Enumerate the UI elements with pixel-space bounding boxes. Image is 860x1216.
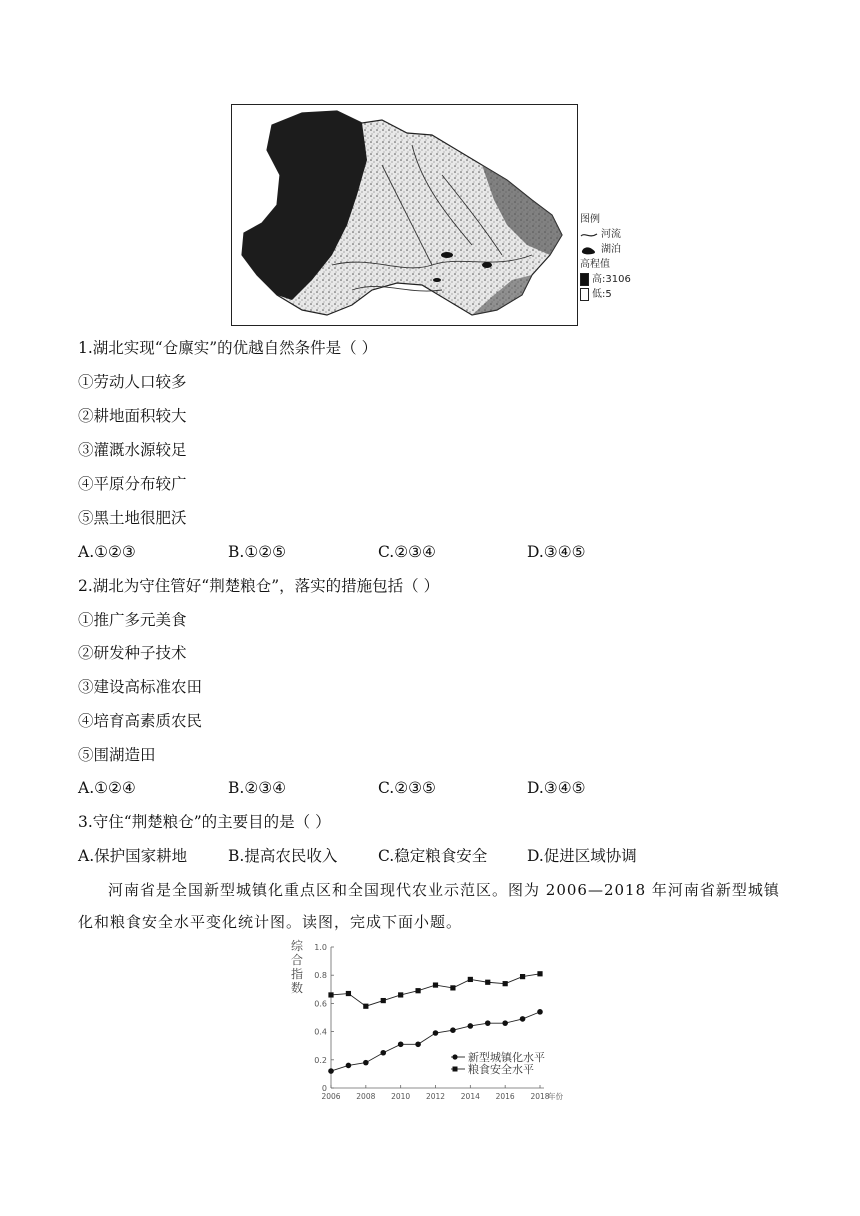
series-2-point <box>363 1004 368 1009</box>
elevation-low-label: 低:5 <box>592 289 612 300</box>
legend-river-label: 河流 <box>601 229 621 240</box>
x-tick-label: 2010 <box>391 1092 411 1101</box>
legend-lake-label: 湖泊 <box>601 244 621 255</box>
chart-svg <box>285 938 585 1113</box>
ylabel-char-1: 综 <box>291 939 304 953</box>
hubei-elevation-map <box>231 104 578 326</box>
y-tick-label: 0 <box>321 1084 327 1093</box>
q2-item-1: ①推广多元美食 <box>78 611 187 629</box>
elevation-low-swatch <box>580 288 589 301</box>
x-tick-label: 2012 <box>425 1092 446 1101</box>
x-tick-label: 2008 <box>356 1092 376 1101</box>
series-2-point <box>433 982 438 987</box>
series-2-point <box>398 992 403 997</box>
legend-lake-row <box>580 242 631 257</box>
series-1-point <box>363 1060 369 1066</box>
y-axis-title <box>291 938 304 995</box>
henan-line-chart <box>285 938 585 1113</box>
q3-option-a[interactable]: A.保护国家耕地 <box>78 847 188 865</box>
q2-stem: 2.湖北为守住管好“荆楚粮仓”，落实的措施包括（ ） <box>78 577 440 595</box>
x-tick-label: 2016 <box>495 1092 515 1101</box>
y-tick-label: 0.2 <box>314 1055 327 1065</box>
q1-item-4: ④平原分布较广 <box>78 475 187 493</box>
q2-item-3: ③建设高标准农田 <box>78 678 203 696</box>
q2-item-2: ②研发种子技术 <box>78 644 187 662</box>
series-2-point <box>450 985 455 990</box>
series-2-point <box>485 980 490 985</box>
series-2-point <box>503 981 508 986</box>
series-2-point <box>537 971 542 976</box>
series-2-point <box>468 977 473 982</box>
q3-option-d[interactable]: D.促进区域协调 <box>527 847 637 865</box>
series-1-point <box>328 1068 334 1074</box>
legend-title: 图例 <box>580 214 600 225</box>
q2-option-a[interactable]: A.①②④ <box>78 779 136 797</box>
map-legend <box>580 212 631 302</box>
series-line-2 <box>331 974 540 1006</box>
series-2-point <box>381 998 386 1003</box>
series-2-point <box>520 974 525 979</box>
elevation-high-swatch <box>580 273 589 286</box>
ylabel-char-4: 数 <box>291 981 304 995</box>
series-2-point <box>415 988 420 993</box>
elevation-high-label: 高:3106 <box>592 274 631 285</box>
legend-river-row <box>580 227 631 242</box>
henan-intro-paragraph: 河南省是全国新型城镇化重点区和全国现代农业示范区。图为 2006—2018 年河南省新型城镇化和粮食安全水平变化统计图。读图，完成下面小题。 <box>78 881 780 931</box>
legend-marker-1 <box>452 1054 457 1059</box>
elevation-title-row <box>580 257 631 272</box>
river-icon <box>580 231 598 239</box>
lake-icon <box>580 245 598 255</box>
q2-option-d[interactable]: D.③④⑤ <box>527 779 586 797</box>
q1-item-5: ⑤黑土地很肥沃 <box>78 509 187 527</box>
legend-marker-2 <box>453 1067 458 1072</box>
legend-title-row <box>580 212 631 227</box>
series-2-point <box>346 991 351 996</box>
elevation-title: 高程值 <box>580 259 610 270</box>
q2-option-c[interactable]: C.②③⑤ <box>378 779 436 797</box>
elevation-low-row <box>580 287 631 302</box>
elevation-high-row <box>580 272 631 287</box>
series-1-point <box>502 1020 508 1026</box>
legend-label-1: 新型城镇化水平 <box>468 1051 545 1064</box>
series-1-point <box>433 1030 439 1036</box>
series-1-point <box>415 1041 421 1047</box>
q1-item-1: ①劳动人口较多 <box>78 373 187 391</box>
q1-item-2: ②耕地面积较大 <box>78 407 187 425</box>
y-tick-label: 0.8 <box>314 971 327 981</box>
q2-item-4: ④培育高素质农民 <box>78 712 203 730</box>
legend-label-2: 粮食安全水平 <box>468 1063 534 1076</box>
series-1-point <box>346 1063 352 1069</box>
q1-item-3: ③灌溉水源较足 <box>78 441 187 459</box>
q1-option-d[interactable]: D.③④⑤ <box>527 543 586 561</box>
q1-option-b[interactable]: B.①②⑤ <box>228 543 287 561</box>
series-1-point <box>485 1020 491 1026</box>
q1-option-a[interactable]: A.①②③ <box>78 543 136 561</box>
series-1-point <box>380 1050 386 1056</box>
x-tick-label: 2006 <box>321 1092 341 1101</box>
series-1-point <box>468 1023 474 1029</box>
series-1-point <box>450 1027 456 1033</box>
series-2-point <box>328 992 333 997</box>
q2-item-5: ⑤围湖造田 <box>78 746 156 764</box>
y-tick-label: 1.0 <box>314 943 327 952</box>
q1-option-c[interactable]: C.②③④ <box>378 543 436 561</box>
q3-option-b[interactable]: B.提高农民收入 <box>228 847 338 865</box>
x-axis-title: 年份 <box>548 1092 563 1101</box>
ylabel-char-3: 指 <box>291 967 304 981</box>
hubei-map-graphic <box>232 105 577 325</box>
chart-legend <box>451 1050 545 1076</box>
x-tick-label: 2018 <box>530 1092 550 1101</box>
series-1-point <box>520 1016 526 1022</box>
chart-axes <box>314 943 563 1101</box>
q2-option-b[interactable]: B.②③④ <box>228 779 287 797</box>
q3-stem: 3.守住“荆楚粮仓”的主要目的是（ ） <box>78 813 331 831</box>
series-1-point <box>398 1041 404 1047</box>
series-1-point <box>537 1009 543 1015</box>
q1-stem: 1.湖北实现“仓廪实”的优越自然条件是（ ） <box>78 339 378 357</box>
y-tick-label: 0.6 <box>314 999 327 1009</box>
x-tick-label: 2014 <box>460 1092 480 1101</box>
q3-option-c[interactable]: C.稳定粮食安全 <box>378 847 488 865</box>
ylabel-char-2: 合 <box>291 953 304 967</box>
y-tick-label: 0.4 <box>314 1027 327 1037</box>
